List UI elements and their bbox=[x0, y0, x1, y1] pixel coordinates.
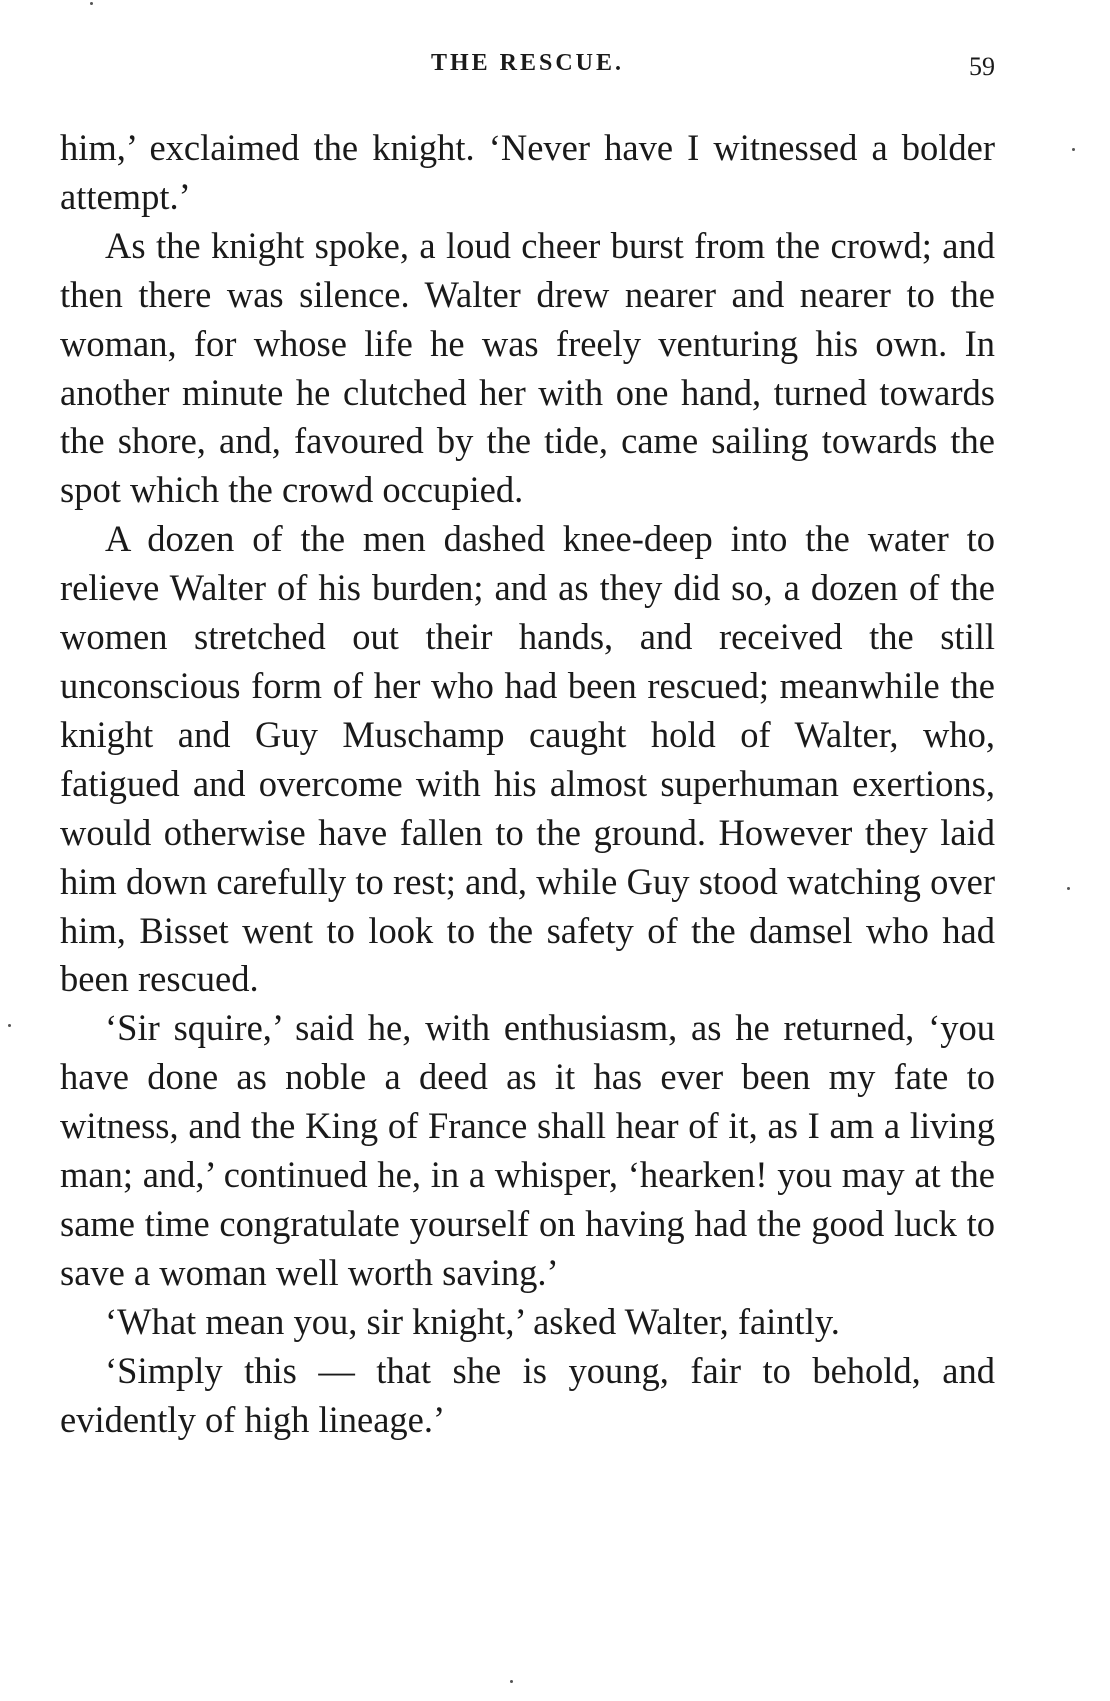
running-title: THE RESCUE. bbox=[430, 50, 625, 76]
running-head bbox=[60, 50, 995, 90]
paragraph: ‘Simply this — that she is young, fair to behold, and evidently of high lineage.’ bbox=[60, 1349, 995, 1440]
print-speck bbox=[1072, 148, 1075, 151]
print-speck bbox=[1067, 887, 1070, 890]
paragraph: As the knight spoke, a loud cheer burst from the crowd; and then there was silence. Walter drew nearer and nearer to the woman, for whose life he was freely venturing his own. In another minute he clutched her with one hand, turned towards the shore, and, favoured by the tide, came sailing towards the spot which the crowd occupied. bbox=[60, 224, 995, 511]
print-speck bbox=[90, 2, 93, 5]
paragraph: ‘Sir squire,’ said he, with enthusiasm, as he returned, ‘you have done as noble a deed as it has ever been my fate to witness, and the King of France shall hear of it, as I am a living man; and,’ continued he, in a whisper, ‘hearken! you may at the same time congratulate yourself on having had the good luck to save a woman well worth saving.’ bbox=[60, 1007, 995, 1293]
body-text bbox=[60, 124, 995, 1444]
paragraph: A dozen of the men dashed knee-deep into the water to relieve Walter of his burden; and as they did so, a dozen of the women stretched out their hands, and received the still unconscious form of her who had been rescued; meanwhile the knight and Guy Muschamp caught hold of Walter, who, fatigued and overcome with his almost superhuman exertions, would otherwise have fallen to the ground. However they laid him down carefully to rest; and, while Guy stood watching over him, Bisset went to look to the safety of the damsel who had been rescued. bbox=[60, 518, 995, 1000]
page-number: 59 bbox=[969, 52, 995, 81]
paragraph: ‘What mean you, sir knight,’ asked Walter, faintly. bbox=[105, 1300, 840, 1342]
print-speck bbox=[510, 1680, 513, 1683]
print-speck bbox=[8, 1024, 11, 1027]
paragraph-continuation: him,’ exclaimed the knight. ‘Never have I witnessed a bolder attempt.’ bbox=[60, 127, 995, 217]
